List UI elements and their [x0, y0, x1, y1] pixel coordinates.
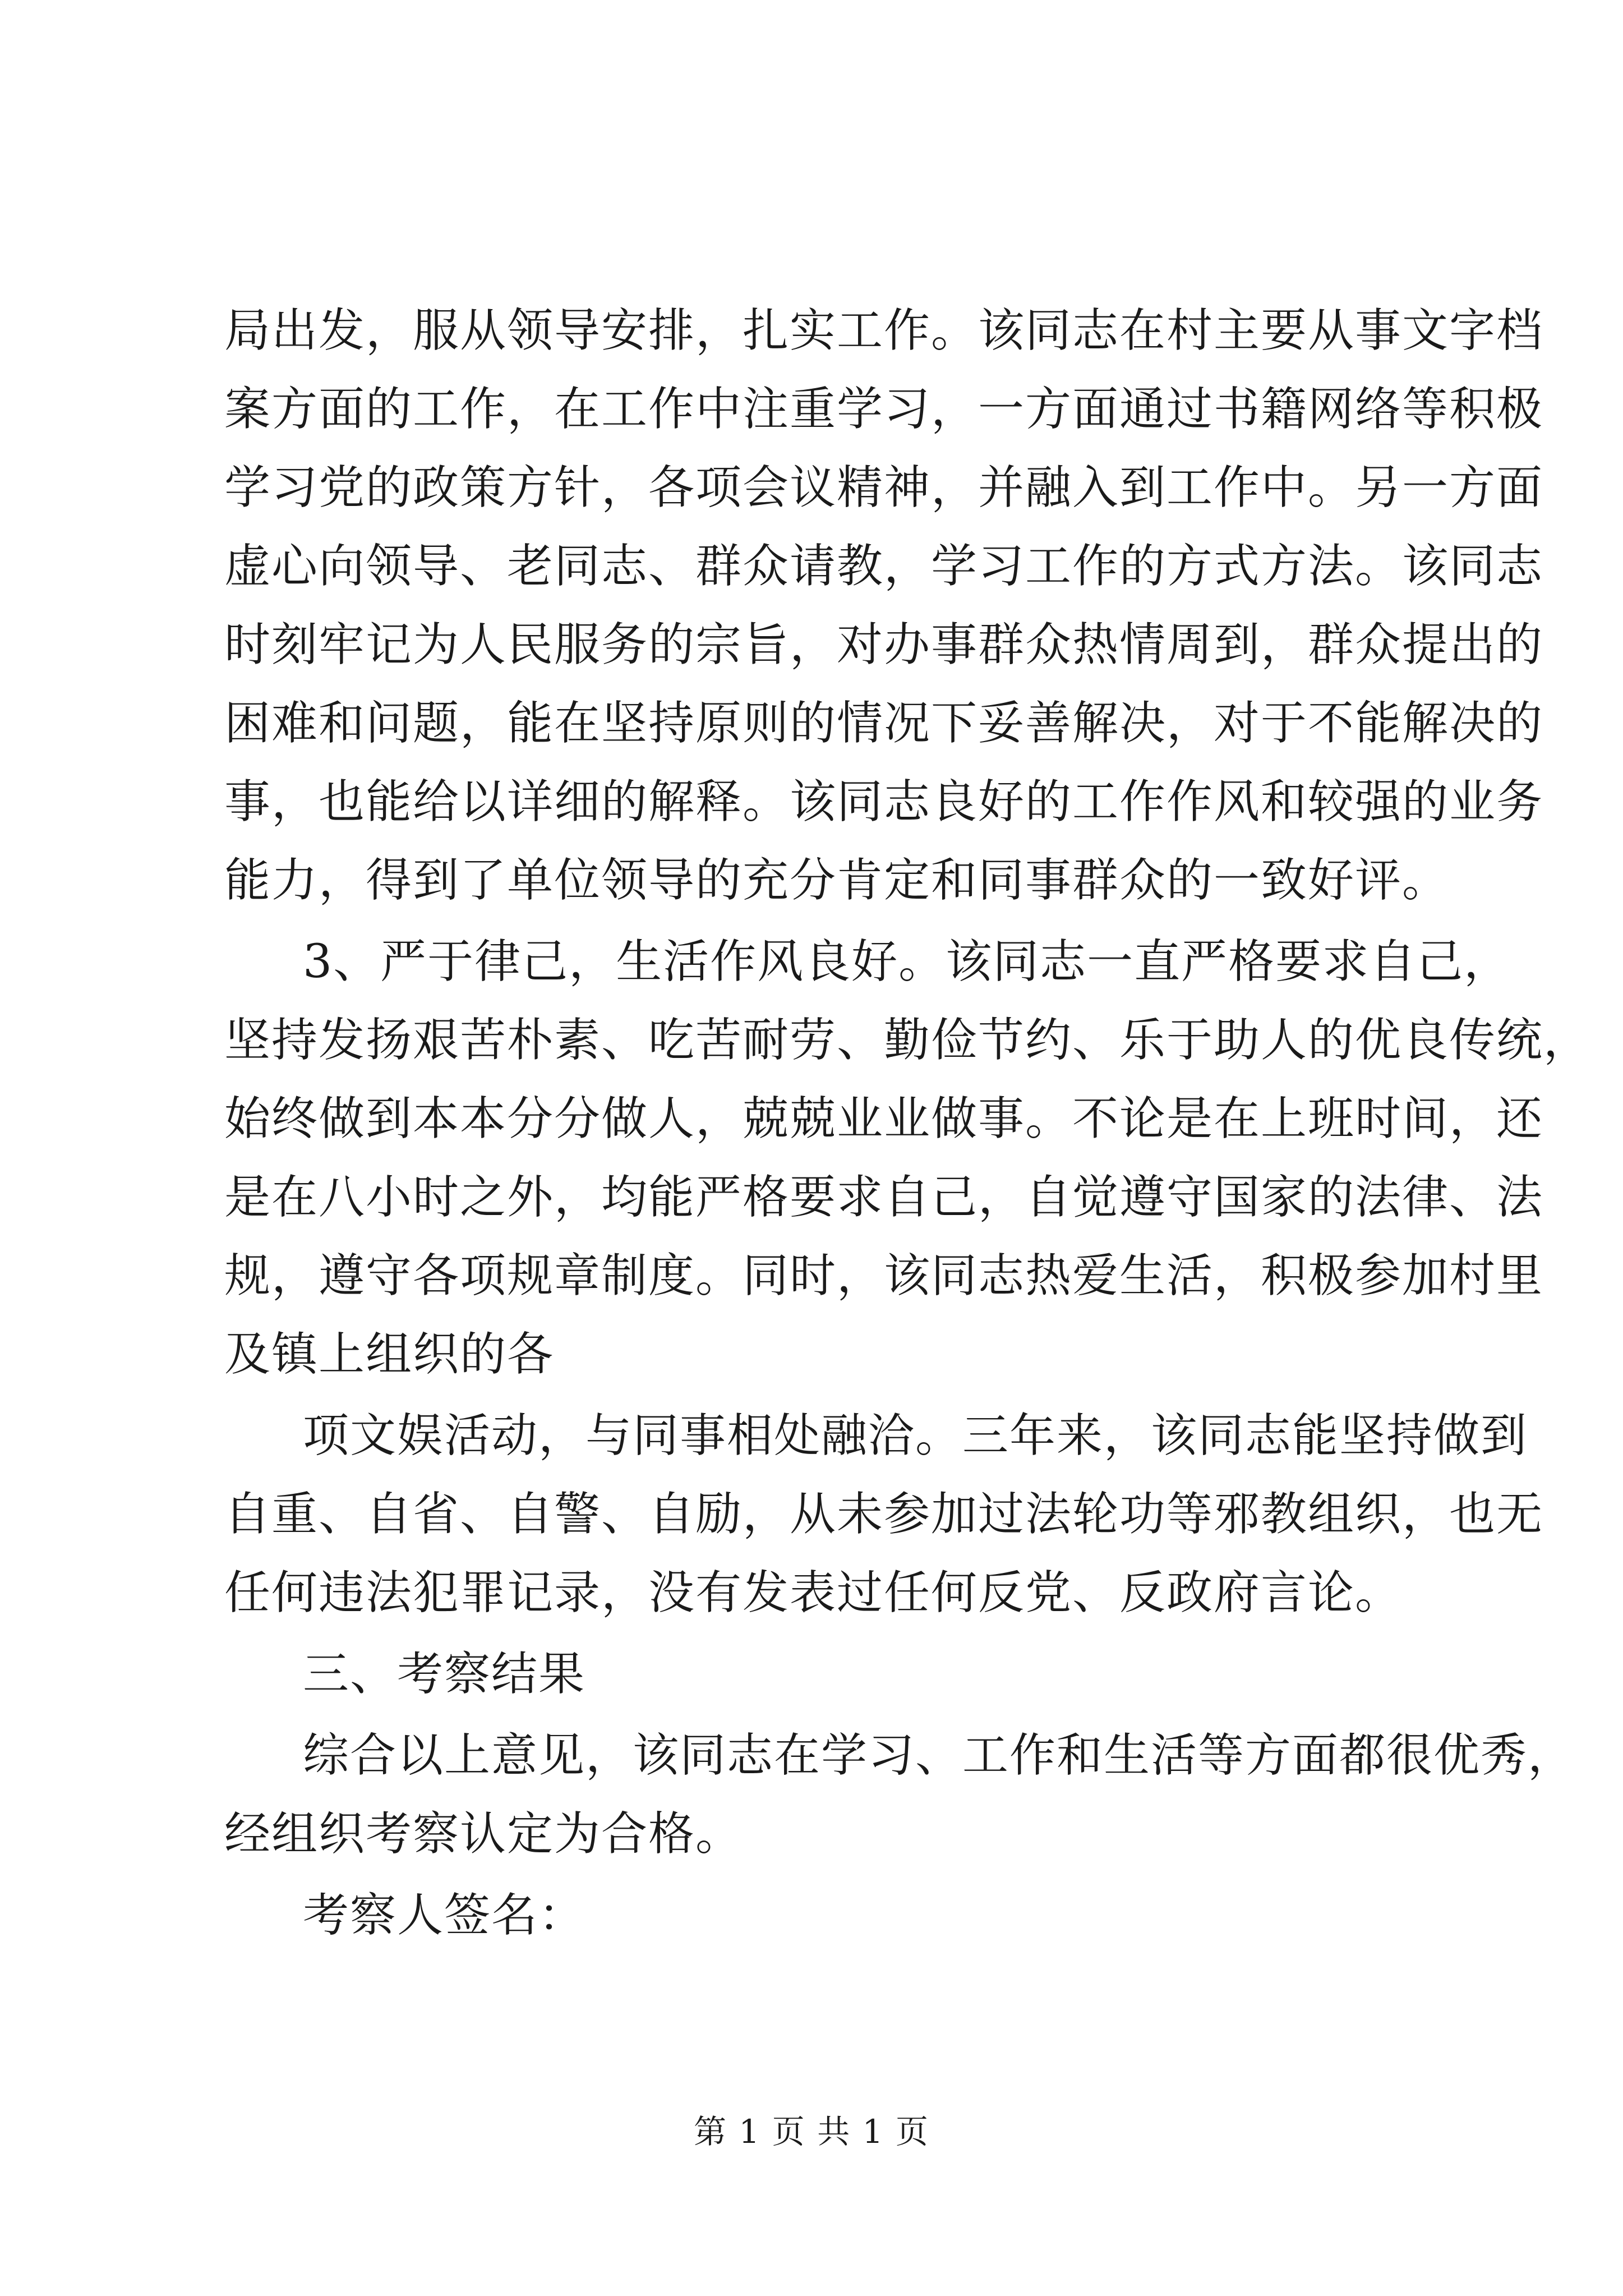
body-line: 事，也能给以详细的解释。该同志良好的工作作风和较强的业务: [224, 775, 1544, 829]
body-line: 困难和问题，能在坚持原则的情况下妥善解决，对于不能解决的: [224, 697, 1544, 750]
body-line: 规，遵守各项规章制度。同时，该同志热爱生活，积极参加村里: [224, 1249, 1544, 1303]
signature-label: 考察人签名：: [303, 1889, 586, 1942]
body-line: 学习党的政策方针，各项会议精神，并融入到工作中。另一方面: [224, 461, 1544, 514]
body-line: 自重、自省、自警、自励，从未参加过法轮功等邪教组织，也无: [224, 1488, 1544, 1541]
body-line: 能力，得到了单位领导的充分肯定和同事群众的一致好评。: [224, 854, 1450, 907]
page-footer: 第 1 页 共 1 页: [694, 2113, 929, 2151]
paragraph-heading-3: 3、严于律己，生活作风良好。该同志一直严格要求自己，: [303, 935, 1511, 988]
body-line: 是在八小时之外，均能严格要求自己，自觉遵守国家的法律、法: [224, 1171, 1544, 1224]
body-line: 任何违法犯罪记录，没有发表过任何反党、反政府言论。: [224, 1566, 1403, 1619]
section-heading: 三、考察结果: [303, 1648, 586, 1701]
body-line: 时刻牢记为人民服务的宗旨，对办事群众热情周到，群众提出的: [224, 618, 1544, 671]
body-line: 局出发，服从领导安排，扎实工作。该同志在村主要从事文字档: [224, 304, 1544, 357]
body-line: 项文娱活动，与同事相处融洽。三年来，该同志能坚持做到: [303, 1409, 1528, 1462]
body-line: 经组织考察认定为合格。: [224, 1807, 743, 1861]
body-line: 及镇上组织的各: [224, 1328, 555, 1381]
body-line: 坚持发扬艰苦朴素、吃苦耐劳、勤俭节约、乐于助人的优良传统，: [224, 1014, 1591, 1067]
body-line: 始终做到本本分分做人，兢兢业业做事。不论是在上班时间，还: [224, 1092, 1544, 1145]
body-line: 综合以上意见，该同志在学习、工作和生活等方面都很优秀，: [303, 1729, 1575, 1782]
body-line: 案方面的工作，在工作中注重学习，一方面通过书籍网络等积极: [224, 383, 1544, 436]
body-line: 虚心向领导、老同志、群众请教，学习工作的方式方法。该同志: [224, 540, 1544, 593]
